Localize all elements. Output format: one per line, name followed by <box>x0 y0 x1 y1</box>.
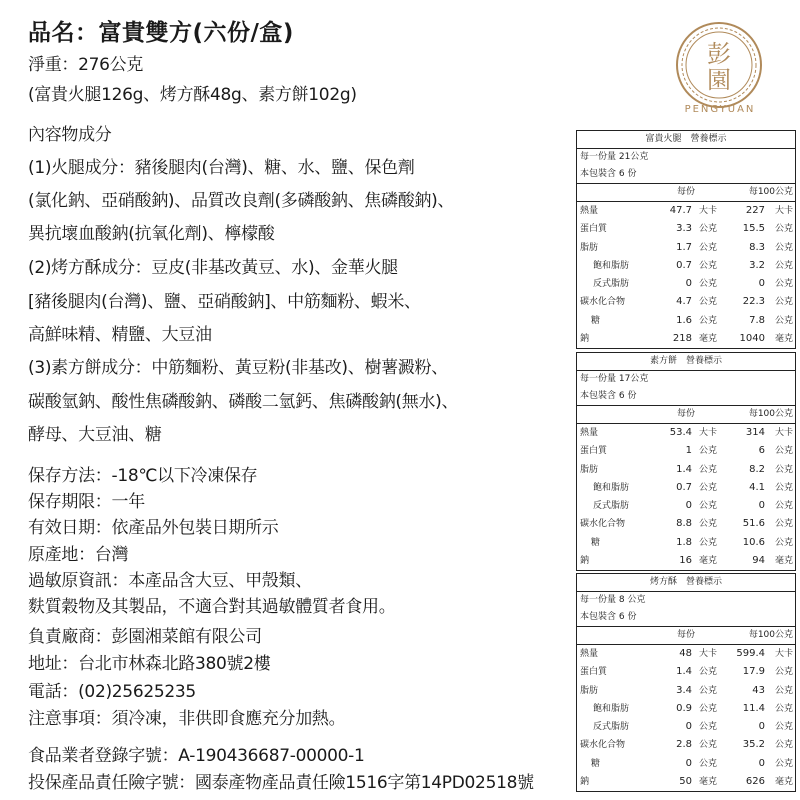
unit-per-serving: 公克 <box>699 758 718 769</box>
nutrition-row <box>577 461 795 479</box>
nutrient-label: 鈉 <box>580 556 590 567</box>
value-per-100g: 94 <box>752 555 765 567</box>
unit-per-serving: 公克 <box>699 501 718 512</box>
unit-per-100g: 大卡 <box>774 206 793 216</box>
value-per-100g: 3.2 <box>749 259 765 271</box>
nutrient-label: 脂肪 <box>580 464 599 475</box>
phone: 電話：(02)25625235 <box>28 682 196 702</box>
unit-per-serving: 毫克 <box>699 556 718 567</box>
serving-size: 每一份量 8 公克 <box>580 595 646 605</box>
unit-per-serving: 毫克 <box>699 777 718 788</box>
nutrient-label: 熱量 <box>580 206 599 216</box>
column-headers <box>577 183 795 202</box>
value-per-100g: 17.9 <box>742 666 765 678</box>
net-weight: 淨重：276公克 <box>28 55 144 75</box>
col-per-100g: 每100公克 <box>748 630 793 640</box>
unit-per-serving: 公克 <box>699 224 718 235</box>
nutrition-row <box>577 736 795 754</box>
nutrition-table <box>576 130 796 349</box>
unit-per-100g: 公克 <box>774 297 793 308</box>
col-per-100g: 每100公克 <box>748 409 793 419</box>
value-per-serving: 0.7 <box>676 481 692 493</box>
nutrient-label: 碳水化合物 <box>580 297 626 308</box>
value-per-serving: 2.8 <box>676 739 692 751</box>
nutrient-label: 鈉 <box>580 777 590 788</box>
value-per-serving: 3.4 <box>676 684 692 696</box>
value-per-100g: 0 <box>758 278 765 290</box>
column-headers <box>577 626 795 645</box>
value-per-serving: 16 <box>679 555 692 567</box>
nutrient-label: 反式脂肪 <box>593 722 630 733</box>
value-per-100g: 0 <box>758 757 765 769</box>
address: 地址：台北市林森北路380號2樓 <box>28 654 271 674</box>
value-per-serving: 0.9 <box>676 702 692 714</box>
ingredients-heading: 內容物成分 <box>28 125 112 145</box>
nutrient-label: 脂肪 <box>580 242 599 253</box>
unit-per-100g: 公克 <box>774 703 793 714</box>
value-per-100g: 35.2 <box>742 739 765 751</box>
nutrition-row <box>577 552 795 570</box>
value-per-100g: 22.3 <box>742 296 765 308</box>
value-per-100g: 227 <box>745 205 765 216</box>
unit-per-serving: 公克 <box>699 519 718 530</box>
nutrition-row <box>577 479 795 497</box>
shelf-life: 保存期限：一年 <box>28 492 145 512</box>
nutrient-label: 蛋白質 <box>580 224 608 235</box>
unit-per-serving: 公克 <box>699 464 718 475</box>
nutrient-label: 反式脂肪 <box>593 279 630 290</box>
nutrition-row <box>577 424 795 442</box>
value-per-serving: 218 <box>672 333 692 345</box>
value-per-serving: 1.8 <box>676 536 692 548</box>
nutrition-row <box>577 202 795 220</box>
nutrition-row <box>577 663 795 681</box>
value-per-100g: 6 <box>758 445 765 457</box>
value-per-serving: 0 <box>685 757 692 769</box>
unit-per-100g: 大卡 <box>774 649 793 659</box>
value-per-100g: 8.3 <box>749 241 765 253</box>
nutrient-label: 糖 <box>591 537 601 548</box>
serving-size: 每一份量 17公克 <box>580 374 649 384</box>
unit-per-100g: 毫克 <box>774 777 793 788</box>
nutrient-label: 碳水化合物 <box>580 519 626 530</box>
value-per-serving: 47.7 <box>669 205 692 216</box>
value-per-serving: 50 <box>679 776 692 788</box>
nutrition-row <box>577 682 795 700</box>
value-per-100g: 626 <box>745 776 765 788</box>
ingredient-line: 異抗壞血酸鈉(抗氧化劑)、檸檬酸 <box>28 224 275 244</box>
unit-per-100g: 公克 <box>774 758 793 769</box>
value-per-serving: 1 <box>685 445 692 457</box>
unit-per-serving: 毫克 <box>699 334 718 345</box>
ingredient-line: (氯化鈉、亞硝酸鈉)、品質改良劑(多磷酸鈉、焦磷酸鈉)、 <box>28 191 455 211</box>
nutrition-row <box>577 312 795 330</box>
value-per-serving: 53.4 <box>669 427 692 438</box>
value-per-100g: 8.2 <box>749 463 765 475</box>
unit-per-serving: 公克 <box>699 482 718 493</box>
allergen-info: 過敏原資訊：本產品含大豆、甲殼類、 <box>28 571 312 591</box>
nutrition-row <box>577 330 795 348</box>
value-per-serving: 3.3 <box>676 223 692 235</box>
svg-text:彭: 彭 <box>707 40 731 68</box>
unit-per-100g: 公克 <box>774 519 793 530</box>
value-per-serving: 48 <box>679 648 692 659</box>
nutrition-header: 烤方酥 營養標示 <box>577 574 795 592</box>
unit-per-100g: 公克 <box>774 260 793 271</box>
nutrient-label: 飽和脂肪 <box>593 703 630 714</box>
registration-number: 食品業者登錄字號：A-190436687-00000-1 <box>28 746 365 766</box>
value-per-100g: 11.4 <box>742 702 765 714</box>
composition: (富貴火腿126g、烤方酥48g、素方餅102g) <box>28 85 357 105</box>
value-per-100g: 4.1 <box>749 481 765 493</box>
servings-per-pack: 本包裝含 6 份 <box>580 612 637 622</box>
value-per-100g: 1040 <box>739 333 765 345</box>
unit-per-serving: 公克 <box>699 537 718 548</box>
allergen-info-cont: 麩質穀物及其製品，不適合對其過敏體質者食用。 <box>28 597 396 617</box>
value-per-serving: 1.7 <box>676 241 692 253</box>
col-per-serving: 每份 <box>677 409 696 419</box>
unit-per-100g: 公克 <box>774 482 793 493</box>
nutrition-row <box>577 755 795 773</box>
unit-per-100g: 毫克 <box>774 556 793 567</box>
unit-per-100g: 公克 <box>774 722 793 733</box>
value-per-100g: 0 <box>758 721 765 733</box>
unit-per-serving: 公克 <box>699 703 718 714</box>
servings-per-pack: 本包裝含 6 份 <box>580 391 637 401</box>
nutrition-row <box>577 645 795 663</box>
nutrient-label: 糖 <box>591 758 601 769</box>
value-per-serving: 0 <box>685 278 692 290</box>
ingredient-line: 酵母、大豆油、糖 <box>28 425 162 445</box>
unit-per-serving: 公克 <box>699 315 718 326</box>
ingredient-line: (2)烤方酥成分：豆皮(非基改黃豆、水)、金華火腿 <box>28 258 398 278</box>
nutrition-row <box>577 718 795 736</box>
nutrient-label: 糖 <box>591 315 601 326</box>
servings-per-pack: 本包裝含 6 份 <box>580 169 637 179</box>
value-per-100g: 314 <box>745 427 765 438</box>
logo-text: PENGYUAN <box>684 104 756 115</box>
value-per-100g: 7.8 <box>749 314 765 326</box>
value-per-serving: 1.4 <box>676 463 692 475</box>
value-per-serving: 4.7 <box>676 296 692 308</box>
nutrition-header: 素方餅 營養標示 <box>577 353 795 371</box>
nutrient-label: 蛋白質 <box>580 446 608 457</box>
unit-per-serving: 公克 <box>699 297 718 308</box>
value-per-serving: 1.4 <box>676 666 692 678</box>
unit-per-serving: 公克 <box>699 667 718 678</box>
nutrition-row <box>577 497 795 515</box>
nutrient-label: 飽和脂肪 <box>593 482 630 493</box>
column-headers <box>577 405 795 424</box>
nutrition-table <box>576 573 796 792</box>
unit-per-100g: 公克 <box>774 315 793 326</box>
col-per-100g: 每100公克 <box>748 187 793 197</box>
value-per-100g: 10.6 <box>742 536 765 548</box>
nutrient-label: 反式脂肪 <box>593 501 630 512</box>
nutrient-label: 熱量 <box>580 649 599 659</box>
expiry-date: 有效日期：依產品外包裝日期所示 <box>28 518 279 538</box>
origin: 原產地：台灣 <box>28 545 129 565</box>
ingredient-line: (3)素方餅成分：中筋麵粉、黃豆粉(非基改)、樹薯澱粉、 <box>28 358 448 378</box>
nutrient-label: 飽和脂肪 <box>593 260 630 271</box>
product-title: 品名：富貴雙方(六份/盒) <box>28 20 294 46</box>
value-per-100g: 0 <box>758 500 765 512</box>
ingredient-line: (1)火腿成分：豬後腿肉(台灣)、糖、水、鹽、保色劑 <box>28 158 415 178</box>
nutrition-row <box>577 700 795 718</box>
unit-per-100g: 公克 <box>774 464 793 475</box>
value-per-serving: 0 <box>685 500 692 512</box>
value-per-serving: 8.8 <box>676 518 692 530</box>
unit-per-100g: 公克 <box>774 279 793 290</box>
unit-per-serving: 公克 <box>699 242 718 253</box>
nutrition-row <box>577 515 795 533</box>
unit-per-serving: 公克 <box>699 685 718 696</box>
nutrition-row <box>577 257 795 275</box>
unit-per-100g: 公克 <box>774 446 793 457</box>
unit-per-100g: 大卡 <box>774 428 793 438</box>
unit-per-100g: 公克 <box>774 501 793 512</box>
nutrition-row <box>577 220 795 238</box>
value-per-100g: 43 <box>752 684 765 696</box>
nutrient-label: 碳水化合物 <box>580 740 626 751</box>
nutrition-row <box>577 442 795 460</box>
notice: 注意事項：須冷凍，非供即食應充分加熱。 <box>28 709 346 729</box>
unit-per-100g: 毫克 <box>774 334 793 345</box>
unit-per-100g: 公克 <box>774 667 793 678</box>
ingredient-line: 高鮮味精、精鹽、大豆油 <box>28 325 212 345</box>
insurance-number: 投保產品責任險字號：國泰產物產品責任險1516字第14PD02518號 <box>28 773 534 793</box>
nutrient-label: 鈉 <box>580 334 590 345</box>
nutrient-label: 蛋白質 <box>580 667 608 678</box>
unit-per-serving: 大卡 <box>699 649 718 659</box>
unit-per-serving: 大卡 <box>699 428 718 438</box>
value-per-100g: 15.5 <box>742 223 765 235</box>
unit-per-100g: 公克 <box>774 537 793 548</box>
unit-per-100g: 公克 <box>774 224 793 235</box>
unit-per-serving: 大卡 <box>699 206 718 216</box>
nutrition-table <box>576 352 796 571</box>
nutrition-header: 富貴火腿 營養標示 <box>577 131 795 149</box>
nutrient-label: 熱量 <box>580 428 599 438</box>
ingredient-line: [豬後腿肉(台灣)、鹽、亞硝酸鈉]、中筋麵粉、蝦米、 <box>28 292 421 312</box>
value-per-100g: 599.4 <box>736 648 765 659</box>
unit-per-100g: 公克 <box>774 242 793 253</box>
unit-per-100g: 公克 <box>774 685 793 696</box>
unit-per-100g: 公克 <box>774 740 793 751</box>
value-per-serving: 1.6 <box>676 314 692 326</box>
col-per-serving: 每份 <box>677 630 696 640</box>
unit-per-serving: 公克 <box>699 740 718 751</box>
nutrition-row <box>577 773 795 791</box>
nutrition-row <box>577 275 795 293</box>
nutrition-row <box>577 534 795 552</box>
unit-per-serving: 公克 <box>699 446 718 457</box>
value-per-100g: 51.6 <box>742 518 765 530</box>
value-per-serving: 0.7 <box>676 259 692 271</box>
nutrient-label: 脂肪 <box>580 685 599 696</box>
storage-method: 保存方法：-18℃以下冷凍保存 <box>28 466 258 486</box>
unit-per-serving: 公克 <box>699 722 718 733</box>
serving-size: 每一份量 21公克 <box>580 152 649 162</box>
nutrition-row <box>577 293 795 311</box>
manufacturer: 負責廠商：彭園湘菜館有限公司 <box>28 627 262 647</box>
unit-per-serving: 公克 <box>699 279 718 290</box>
ingredient-line: 碳酸氫鈉、酸性焦磷酸鈉、磷酸二氫鈣、焦磷酸鈉(無水)、 <box>28 392 459 412</box>
svg-text:園: 園 <box>707 66 731 94</box>
unit-per-serving: 公克 <box>699 260 718 271</box>
nutrition-row <box>577 239 795 257</box>
value-per-serving: 0 <box>685 721 692 733</box>
col-per-serving: 每份 <box>677 187 696 197</box>
